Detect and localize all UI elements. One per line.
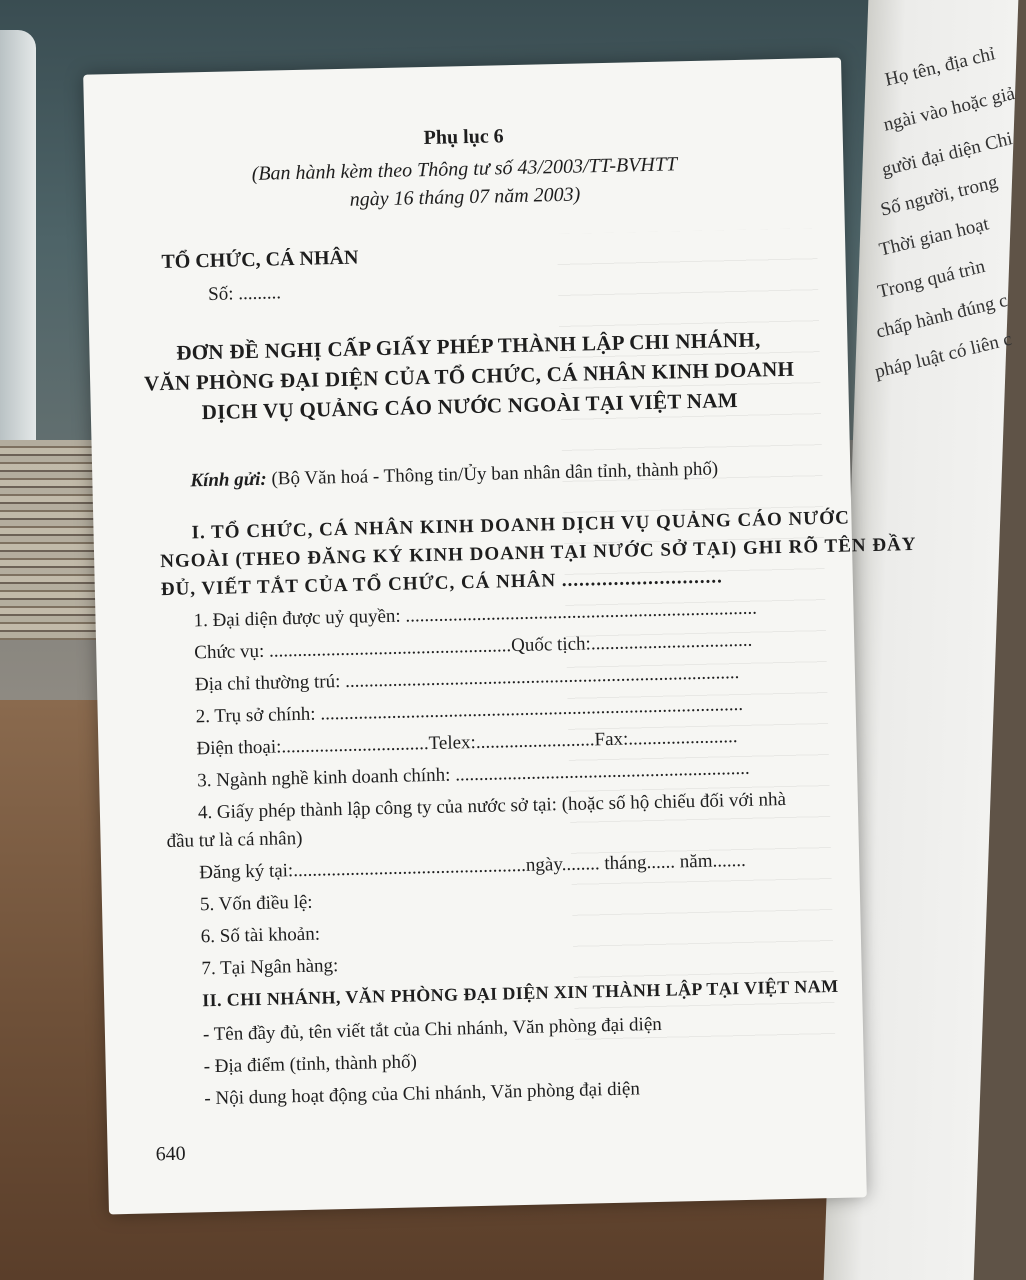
facing-page-line: pháp luật có liên c <box>873 328 1014 383</box>
addressee-text: (Bộ Văn hoá - Thông tin/Ủy ban nhân dân tỉnh, thành phố) <box>266 458 719 490</box>
org-label: TỔ CHỨC, CÁ NHÂN <box>161 246 359 274</box>
field-registered-at[interactable]: Đăng ký tại:.................................................ngày........ tháng...... năm....... <box>199 849 746 884</box>
form-title-line-1: ĐƠN ĐỀ NGHỊ CẤP GIẤY PHÉP THÀNH LẬP CHI NHÁNH, <box>176 327 761 365</box>
form-page <box>83 58 917 1215</box>
appendix-title: Phụ lục 6 <box>423 125 504 150</box>
page-number: 640 <box>155 1142 186 1166</box>
field-bank[interactable]: 7. Tại Ngân hàng: <box>201 955 339 980</box>
section2-item-location: - Địa điểm (tỉnh, thành phố) <box>203 1051 418 1078</box>
facing-page-line: gười đại diện Chi <box>880 128 1015 181</box>
field-permanent-address[interactable]: Địa chỉ thường trú: ................................................................................... <box>194 662 740 696</box>
field-license-line-1: 4. Giấy phép thành lập công ty của nước sở tại: (hoặc số hộ chiếu đối với nhà <box>197 788 787 824</box>
form-title-line-3: DỊCH VỤ QUẢNG CÁO NƯỚC NGOÀI TẠI VIỆT NAM <box>201 387 739 425</box>
field-license-line-2: đầu tư là cá nhân) <box>166 827 303 853</box>
issued-line-2: ngày 16 tháng 07 năm 2003) <box>349 183 581 211</box>
facing-page-line: Thời gian hoạt <box>877 213 991 261</box>
field-main-business[interactable]: 3. Ngành nghề kinh doanh chính: .............................................................. <box>196 757 750 792</box>
section1-heading-line-3: ĐỦ, VIẾT TẮT CỦA TỔ CHỨC, CÁ NHÂN ............................ <box>160 566 724 601</box>
section2-item-name: - Tên đầy đủ, tên viết tắt của Chi nhánh, Văn phòng đại diện <box>202 1013 662 1046</box>
field-position-nationality[interactable]: Chức vụ: ...................................................Quốc tịch:.................................. <box>194 629 753 664</box>
facing-page-line: chấp hành đúng c <box>874 290 1010 343</box>
field-phone-telex-fax[interactable]: Điện thoại:...............................Telex:.........................Fax:....................... <box>196 726 738 760</box>
field-representative[interactable]: 1. Đại diện được uỷ quyền: .......................................................................... <box>193 597 758 632</box>
field-charter-capital[interactable]: 5. Vốn điều lệ: <box>199 891 313 916</box>
section2-item-activities: - Nội dung hoạt động của Chi nhánh, Văn phòng đại diện <box>204 1078 641 1110</box>
issued-line-1: (Ban hành kèm theo Thông tư số 43/2003/TT-BVHTT <box>251 153 678 185</box>
addressee-label: Kính gửi: <box>190 468 267 492</box>
field-headquarters[interactable]: 2. Trụ sở chính: ......................................................................................... <box>195 693 744 728</box>
facing-page-line: Họ tên, địa chỉ <box>883 43 998 91</box>
section2-heading: II. CHI NHÁNH, VĂN PHÒNG ĐẠI DIỆN XIN THÀNH LẬP TẠI VIỆT NAM <box>201 975 839 1011</box>
section1-heading-line-2: NGOÀI (THEO ĐĂNG KÝ KINH DOANH TẠI NƯỚC SỞ TẠI) GHI RÕ TÊN ĐẦY <box>159 533 917 573</box>
section1-heading-line-1: I. TỔ CHỨC, CÁ NHÂN KINH DOANH DỊCH VỤ QUẢNG CÁO NƯỚC <box>191 507 851 544</box>
form-title-line-2: VĂN PHÒNG ĐẠI DIỆN CỦA TỔ CHỨC, CÁ NHÂN KINH DOANH <box>143 356 795 396</box>
field-account-number[interactable]: 6. Số tài khoản: <box>200 923 321 948</box>
facing-page-line: Trong quá trìn <box>875 255 987 303</box>
facing-page-line: ngài vào hoặc giả <box>881 83 1017 136</box>
background-lamp <box>0 30 36 440</box>
facing-page-line: Số người, trong <box>878 171 1000 221</box>
document-number: Số: ......... <box>207 282 282 305</box>
